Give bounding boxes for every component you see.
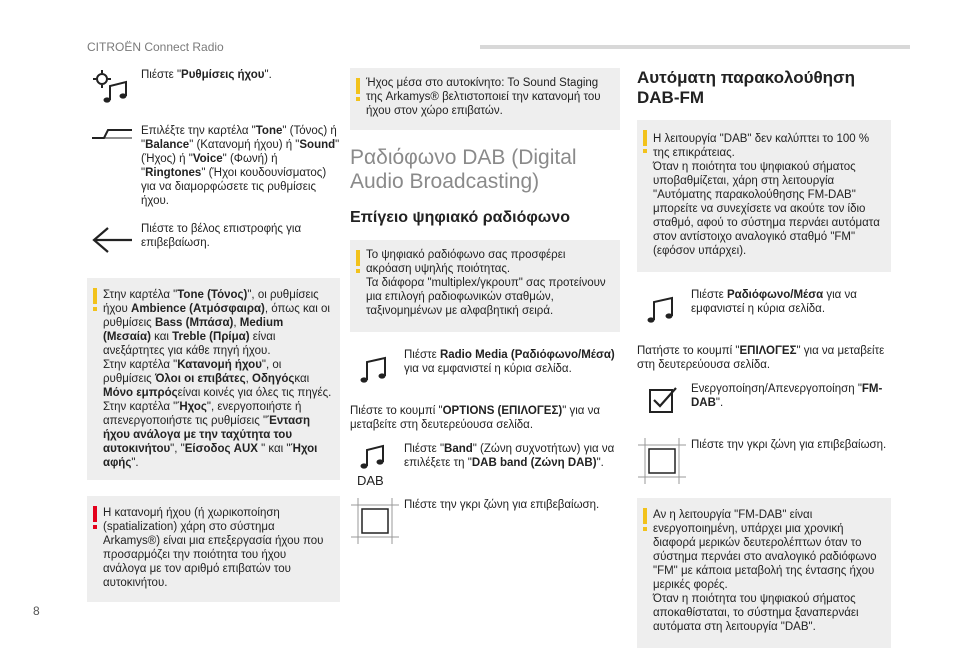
step-fm-dab-toggle — [637, 382, 891, 424]
info-box-dab-fm — [637, 120, 891, 272]
warning-box — [87, 496, 340, 602]
info-box-fm-dab-delay — [637, 498, 891, 648]
column-right — [637, 68, 891, 649]
step-radio-media — [350, 348, 620, 390]
checkbox-icon — [637, 382, 687, 424]
section-title: Ραδιόφωνο DAB (Digital Audio Broadcasting) — [350, 146, 577, 193]
grey-zone-icon — [350, 498, 400, 544]
info-box-digital-radio — [350, 240, 620, 332]
step-text: Επιλέξτε την καρτέλα "Tone" (Τόνος) ή "Balance" (Κατανομή ήχου) ή "Sound" (Ήχος) ή "Voice" (Φωνή) ή "Ringtones" (Ήχοι κουδουνίσματος) για να διαμορφώσετε τις ρυθμίσεις ήχου. — [141, 125, 340, 207]
step-text: Πιέστε "Ρυθμίσεις ήχου". — [141, 69, 272, 81]
info-text: Το ψηφιακό ραδιόφωνο σας προσφέρει ακρόαση υψηλής ποιότητας. Τα διάφορα "multiplex/γκρουπ" σας προτείνουν μια επιλογή ραδιοφωνικών σταθμών, ταξινομημένων με αλφαβητική σειρά. — [366, 249, 606, 317]
page-number: 8 — [33, 604, 40, 618]
options-paragraph: Πατήστε το κουμπί "ΕΠΙΛΟΓΕΣ" για να μεταβείτε στη δευτερεύουσα σελίδα. — [637, 345, 885, 371]
step-text: Πιέστε Radio Media (Ραδιόφωνο/Μέσα) για να εμφανιστεί η κύρια σελίδα. — [404, 349, 615, 375]
step-band — [350, 442, 620, 488]
dab-icon — [350, 442, 400, 488]
step-text: Πιέστε την γκρι ζώνη για επιβεβαίωση. — [691, 439, 887, 451]
dab-icon-label: DAB — [357, 473, 384, 488]
column-left — [87, 68, 340, 618]
info-text: Ήχος μέσα στο αυτοκίνητο: Το Sound Staging της Arkamys® βελτιστοποιεί την κατανομή του ήχου στον χώρο επιβατών. — [366, 77, 601, 117]
step-text: Πιέστε "Band" (Ζώνη συχνοτήτων) για να επιλέξετε τη "DAB band (Ζώνη DAB)". — [404, 443, 615, 469]
manual-header-title: CITROËN Connect Radio — [87, 40, 224, 54]
info-text: Στην καρτέλα "Tone (Τόνος)", οι ρυθμίσεις ήχου Ambience (Ατμόσφαιρα), όπως και οι ρυθμίσεις Bass (Μπάσα), Medium (Μεσαία) και Treble (Πρίμα) είναι ανεξάρτητες για κάθε πηγή ήχου. Στην καρτέλα "Κατανομή ήχου", οι ρυθμίσεις Όλοι οι επιβάτες, Οδηγόςκαι Μόνο εμπρόςείναι κοινές για όλες τις πηγές. Στην καρτέλα "Ήχος", ενεργοποιήστε ή απενεργοποιήστε τις ρυθμίσεις "Ένταση ήχου ανάλογα με την ταχύτητα του αυτοκινήτου", "Είσοδος AUX " και "Ήχοι αφής". — [103, 289, 332, 469]
info-box-sound-staging — [350, 68, 620, 130]
info-icon — [643, 508, 647, 524]
info-icon — [356, 78, 360, 94]
grey-zone-icon — [637, 438, 687, 484]
step-radio-media — [637, 288, 891, 330]
step-grey-zone — [637, 438, 891, 484]
warning-icon — [93, 506, 97, 522]
info-text: Αν η λειτουργία "FM-DAB" είναι ενεργοποιημένη, υπάρχει μια χρονική διαφορά μερικών δευτερολέπτων όταν το σύστημα περνάει στο αναλογικό ραδιόφωνο "FM" με κάποια μεταβολή της έντασης ήχου μερικές φορές. Όταν η ποιότητα του ψηφιακού σήματος αποκαθίσταται, το σύστημα ξαναπερνάει αυτόματα στη λειτουργία "DAB". — [653, 509, 877, 633]
music-note-icon — [637, 288, 687, 330]
step-text: Πιέστε το βέλος επιστροφής για επιβεβαίωση. — [141, 223, 302, 249]
step-text: Ενεργοποίηση/Απενεργοποίηση "FM-DAB". — [691, 383, 883, 409]
section-title-dab-fm: Αυτόματη παρακολούθηση DAB-FM — [637, 68, 856, 107]
info-box-tone — [87, 278, 340, 480]
step-text: Πιέστε την γκρι ζώνη για επιβεβαίωση. — [404, 499, 600, 511]
tab-bar-icon — [87, 124, 137, 166]
step-sound-settings — [87, 68, 340, 110]
step-grey-zone — [350, 498, 620, 544]
info-icon — [93, 288, 97, 304]
info-text: Η λειτουργία "DAB" δεν καλύπτει το 100 % της επικράτειας. Όταν η ποιότητα του ψηφιακού σήματος υποβαθμίζεται, χάρη στη λειτουργία "Αυτόματης παρακολούθησης FM-DAB" μπορείτε να συνεχίσετε να ακούτε τον ίδιο σταθμό, αφού το σύστημα περνάει αυτόματα στον αντίστοιχο αναλογικό σταθμό "FM" (εφόσον υπάρχει). — [653, 133, 880, 257]
subsection-title: Επίγειο ψηφιακό ραδιόφωνο — [350, 209, 570, 226]
step-text: Πιέστε Ραδιόφωνο/Μέσα για να εμφανιστεί η κύρια σελίδα. — [691, 289, 857, 315]
options-paragraph: Πιέστε το κουμπί "OPTIONS (ΕΠΙΛΟΓΕΣ)" για να μεταβείτε στη δευτερεύουσα σελίδα. — [350, 405, 601, 431]
warning-text: Η κατανομή ήχου (ή χωρικοποίηση (spatialization) χάρη στο σύστημα Arkamys®) είναι μια επεξεργασία ήχου που προσαρμόζει την ποιότητα του ήχου ανάλογα με τον αριθμό επιβατών του αυτοκινήτου. — [103, 507, 324, 589]
back-arrow-icon — [87, 222, 137, 264]
header-rule — [480, 45, 910, 49]
music-note-icon — [350, 348, 400, 390]
column-middle — [350, 68, 620, 558]
info-icon — [356, 250, 360, 266]
step-confirm-back — [87, 222, 340, 264]
step-select-tab — [87, 124, 340, 208]
info-icon — [643, 130, 647, 146]
sound-settings-icon — [87, 68, 137, 110]
